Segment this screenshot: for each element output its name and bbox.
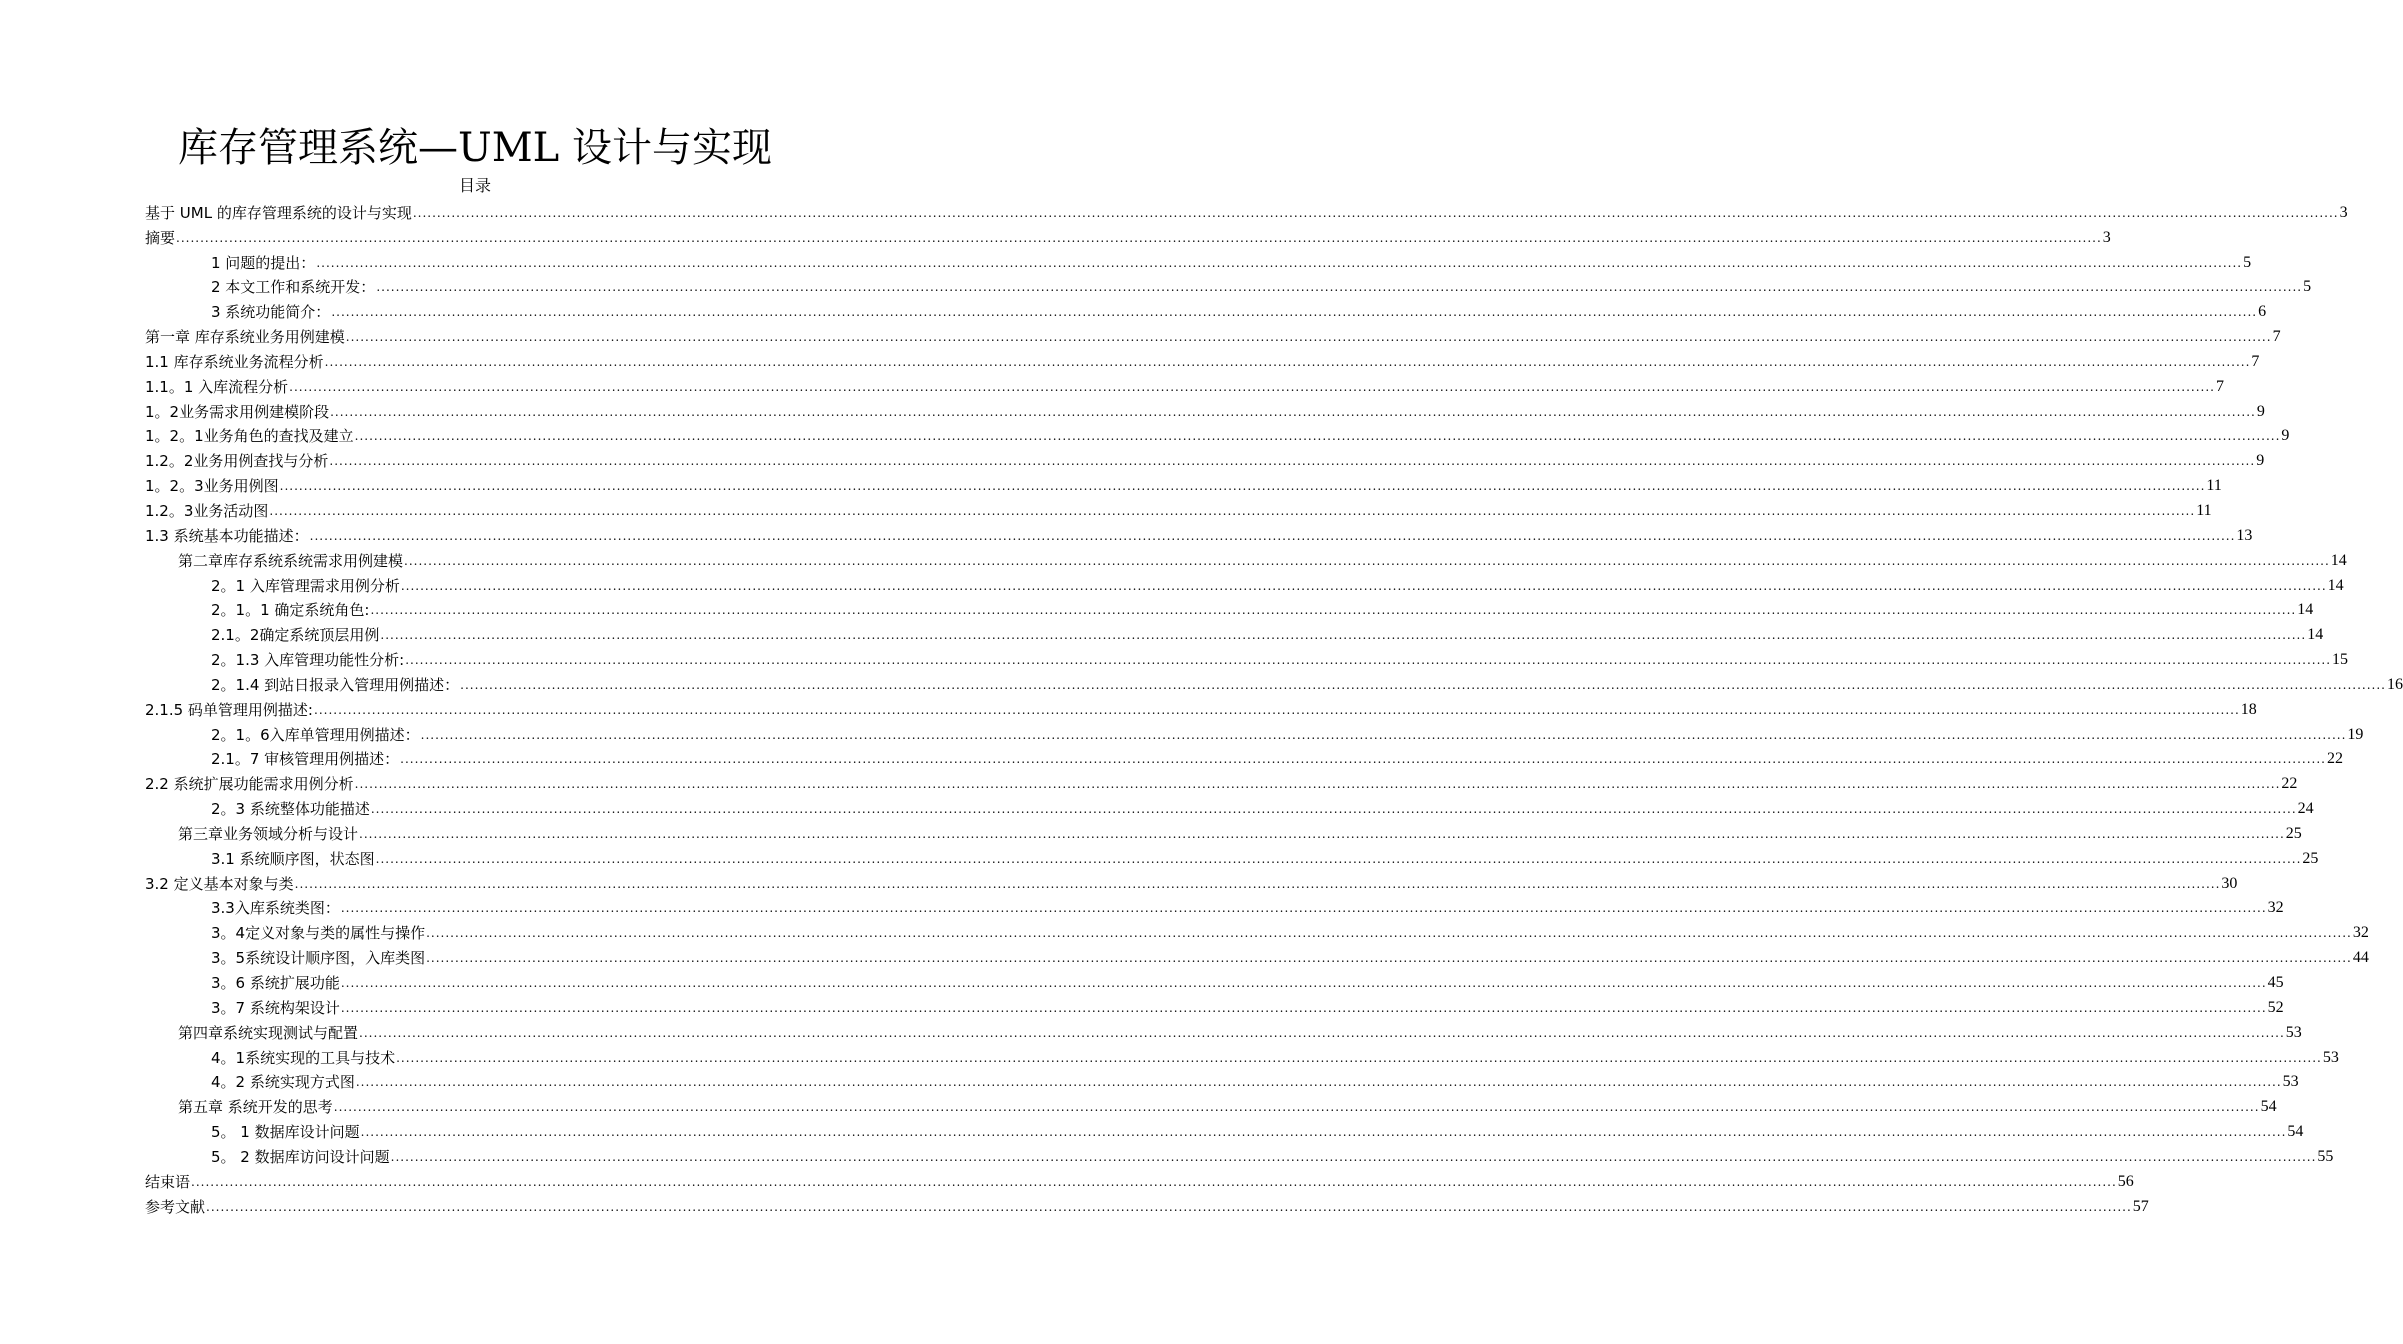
toc-entry-page-number: 22 xyxy=(2281,775,2298,793)
toc-entry[interactable] xyxy=(145,1018,2302,1043)
toc-entry-page-number: 25 xyxy=(2285,824,2302,842)
toc-dot-leader: ................................................................................................................................................................................................................................................................................................................................................................................................................ xyxy=(340,901,2267,916)
toc-entry[interactable] xyxy=(145,422,2290,447)
toc-entry[interactable] xyxy=(145,273,2312,298)
toc-dot-leader: ................................................................................................................................................................................................................................................................................................................................................................................................................ xyxy=(324,354,2251,369)
toc-entry[interactable] xyxy=(145,670,2403,695)
document-title: 库存管理系统—UML 设计与实现 xyxy=(178,125,772,171)
toc-entry[interactable] xyxy=(145,1117,2304,1142)
toc-dot-leader: ................................................................................................................................................................................................................................................................................................................................................................................................................ xyxy=(355,1075,2282,1090)
toc-dot-leader: ................................................................................................................................................................................................................................................................................................................................................................................................................ xyxy=(360,1125,2287,1140)
toc-entry-page-number: 16 xyxy=(2386,675,2403,693)
toc-dot-leader: ................................................................................................................................................................................................................................................................................................................................................................................................................ xyxy=(191,1174,2117,1189)
toc-entry-page-number: 32 xyxy=(2267,899,2284,917)
toc-entry-title: 第二章库存系统系统需求用例建模 xyxy=(178,551,404,570)
toc-dot-leader: ................................................................................................................................................................................................................................................................................................................................................................................................................ xyxy=(309,528,2236,543)
toc-entry-page-number: 9 xyxy=(2256,402,2265,420)
toc-entry-title: 第五章 系统开发的思考 xyxy=(178,1098,333,1117)
toc-entry[interactable] xyxy=(145,198,2348,223)
toc-entry[interactable] xyxy=(145,720,2364,745)
toc-entry-page-number: 14 xyxy=(2327,576,2344,594)
toc-entry-title: 2.1。7 审核管理用例描述： xyxy=(211,750,400,769)
toc-entry-title: 3 系统功能简介： xyxy=(211,303,331,322)
toc-entry-title: 2.2 系统扩展功能需求用例分析 xyxy=(145,775,354,794)
toc-entry-page-number: 14 xyxy=(2307,626,2324,644)
toc-entry-page-number: 32 xyxy=(2352,924,2369,942)
toc-dot-leader: ................................................................................................................................................................................................................................................................................................................................................................................................................ xyxy=(340,976,2267,990)
toc-dot-leader: ................................................................................................................................................................................................................................................................................................................................................................................................................ xyxy=(405,653,2332,668)
toc-entry[interactable] xyxy=(145,869,2238,894)
toc-entry-title: 2.1.5 码单管理用例描述: xyxy=(145,700,313,719)
toc-entry-title: 4。1系统实现的工具与技术 xyxy=(211,1048,396,1067)
toc-dot-leader: ................................................................................................................................................................................................................................................................................................................................................................................................................ xyxy=(460,677,2386,692)
toc-entry-title: 3。5系统设计顺序图，入库类图 xyxy=(211,949,426,968)
toc-entry-page-number: 3 xyxy=(2102,228,2111,246)
toc-entry[interactable] xyxy=(145,571,2344,596)
toc-entry[interactable] xyxy=(145,446,2265,471)
toc-dot-leader: ................................................................................................................................................................................................................................................................................................................................................................................................................ xyxy=(359,826,2285,841)
toc-entry-page-number: 24 xyxy=(2297,800,2314,818)
toc-entry-title: 1.1 库存系统业务流程分析 xyxy=(145,352,324,371)
toc-entry-title: 结束语 xyxy=(145,1172,191,1191)
toc-entry[interactable] xyxy=(145,794,2314,819)
toc-entry-title: 1.1。1 入库流程分析 xyxy=(145,377,289,396)
toc-entry-page-number: 55 xyxy=(2317,1147,2334,1165)
toc-entry[interactable] xyxy=(145,968,2284,993)
toc-entry-title: 3.2 定义基本对象与类 xyxy=(145,874,294,893)
toc-entry-title: 3。7 系统构架设计 xyxy=(211,998,340,1017)
toc-entry[interactable] xyxy=(145,322,2281,347)
toc-dot-leader: ................................................................................................................................................................................................................................................................................................................................................................................................................ xyxy=(380,628,2307,643)
toc-dot-leader: ................................................................................................................................................................................................................................................................................................................................................................................................................ xyxy=(269,503,2196,518)
toc-entry-title: 3。6 系统扩展功能 xyxy=(211,974,340,992)
toc-entry[interactable] xyxy=(145,1092,2277,1117)
toc-entry-page-number: 22 xyxy=(2326,750,2343,768)
toc-entry-title: 基于 UML 的库存管理系统的设计与实现 xyxy=(145,203,412,222)
toc-entry[interactable] xyxy=(145,993,2284,1018)
toc-dot-leader: ................................................................................................................................................................................................................................................................................................................................................................................................................ xyxy=(370,603,2297,618)
toc-dot-leader: ................................................................................................................................................................................................................................................................................................................................................................................................................ xyxy=(333,1100,2260,1115)
toc-entry-title: 2。1。6入库单管理用例描述： xyxy=(211,725,420,744)
toc-entry[interactable] xyxy=(145,769,2298,794)
toc-entry-page-number: 53 xyxy=(2282,1073,2299,1091)
toc-dot-leader: ................................................................................................................................................................................................................................................................................................................................................................................................................ xyxy=(400,752,2326,767)
toc-entry-title: 3.3入库系统类图： xyxy=(211,899,340,918)
toc-entry-title: 2。1.4 到站日报录入管理用例描述： xyxy=(211,675,460,694)
toc-dot-leader: ................................................................................................................................................................................................................................................................................................................................................................................................................ xyxy=(314,702,2240,717)
toc-entry-page-number: 6 xyxy=(2258,303,2267,321)
toc-entry[interactable] xyxy=(145,620,2324,645)
toc-dot-leader: ................................................................................................................................................................................................................................................................................................................................................................................................................ xyxy=(375,851,2302,866)
toc-entry-page-number: 9 xyxy=(2281,427,2290,445)
toc-dot-leader: ................................................................................................................................................................................................................................................................................................................................................................................................................ xyxy=(359,1025,2285,1040)
toc-dot-leader: ................................................................................................................................................................................................................................................................................................................................................................................................................ xyxy=(354,429,2281,444)
toc-entry-page-number: 13 xyxy=(2236,526,2253,544)
toc-entry-title: 第三章业务领域分析与设计 xyxy=(178,824,359,843)
toc-entry[interactable] xyxy=(145,819,2302,844)
toc-entry-page-number: 56 xyxy=(2117,1172,2134,1190)
toc-entry[interactable] xyxy=(145,397,2265,422)
toc-dot-leader: ................................................................................................................................................................................................................................................................................................................................................................................................................ xyxy=(206,1199,2132,1214)
toc-dot-leader: ................................................................................................................................................................................................................................................................................................................................................................................................................ xyxy=(329,454,2256,469)
toc-entry-title: 5。 1 数据库设计问题 xyxy=(211,1123,360,1142)
toc-entry-page-number: 15 xyxy=(2332,651,2349,669)
toc-entry[interactable] xyxy=(145,372,2224,397)
toc-entry-page-number: 14 xyxy=(2330,551,2347,569)
toc-entry[interactable] xyxy=(145,1043,2339,1068)
toc-dot-leader: ................................................................................................................................................................................................................................................................................................................................................................................................................ xyxy=(400,578,2327,593)
toc-entry-title: 2。1。1 确定系统角色: xyxy=(211,601,370,620)
toc-entry[interactable] xyxy=(145,496,2212,521)
toc-entry-page-number: 11 xyxy=(2206,477,2222,495)
toc-entry-page-number: 54 xyxy=(2260,1098,2277,1116)
toc-dot-leader: ................................................................................................................................................................................................................................................................................................................................................................................................................ xyxy=(345,330,2272,345)
toc-entry-page-number: 53 xyxy=(2285,1023,2302,1041)
toc-dot-leader: ................................................................................................................................................................................................................................................................................................................................................................................................................ xyxy=(354,777,2281,792)
toc-entry-page-number: 18 xyxy=(2240,700,2257,718)
toc-entry-title: 1。2。1业务角色的查找及建立 xyxy=(145,427,354,446)
toc-entry-title: 2。3 系统整体功能描述 xyxy=(211,800,370,819)
toc-entry-title: 2。1.3 入库管理功能性分析: xyxy=(211,651,405,670)
toc-entry-page-number: 44 xyxy=(2352,949,2369,967)
toc-entry-page-number: 19 xyxy=(2347,725,2364,743)
toc-entry-page-number: 11 xyxy=(2196,501,2212,519)
toc-entry[interactable] xyxy=(145,844,2319,869)
toc-entry[interactable] xyxy=(145,695,2257,720)
toc-entry-title: 1.3 系统基本功能描述： xyxy=(145,526,309,545)
toc-entry-title: 1 问题的提出： xyxy=(211,253,316,272)
toc-entry[interactable] xyxy=(145,1068,2299,1093)
toc-dot-leader: ................................................................................................................................................................................................................................................................................................................................................................................................................ xyxy=(330,404,2256,419)
toc-entry-page-number: 7 xyxy=(2215,377,2224,395)
toc-entry-page-number: 14 xyxy=(2297,601,2314,619)
toc-dot-leader: ................................................................................................................................................................................................................................................................................................................................................................................................................ xyxy=(412,205,2339,220)
toc-entry-page-number: 5 xyxy=(2303,278,2312,296)
toc-entry-page-number: 45 xyxy=(2267,974,2284,991)
toc-entry[interactable] xyxy=(145,645,2349,670)
toc-dot-leader: ................................................................................................................................................................................................................................................................................................................................................................................................................ xyxy=(176,230,2102,245)
toc-entry-page-number: 5 xyxy=(2243,253,2252,271)
toc-entry-title: 1.2。2业务用例查找与分析 xyxy=(145,452,329,471)
toc-entry[interactable] xyxy=(145,745,2343,770)
toc-dot-leader: ................................................................................................................................................................................................................................................................................................................................................................................................................ xyxy=(404,553,2330,568)
toc-dot-leader: ................................................................................................................................................................................................................................................................................................................................................................................................................ xyxy=(426,951,2352,966)
toc-entry-page-number: 7 xyxy=(2272,328,2281,346)
toc-entry-page-number: 52 xyxy=(2267,998,2284,1016)
toc-entry-page-number: 53 xyxy=(2322,1048,2339,1066)
toc-entry-title: 4。2 系统实现方式图 xyxy=(211,1073,355,1092)
toc-entry[interactable] xyxy=(145,1167,2134,1192)
toc-dot-leader: ................................................................................................................................................................................................................................................................................................................................................................................................................ xyxy=(340,1000,2267,1015)
toc-entry-title: 1。2。3业务用例图 xyxy=(145,477,279,496)
toc-dot-leader: ................................................................................................................................................................................................................................................................................................................................................................................................................ xyxy=(294,876,2221,891)
toc-entry-page-number: 7 xyxy=(2251,352,2260,370)
toc-entry[interactable] xyxy=(145,297,2267,322)
toc-dot-leader: ................................................................................................................................................................................................................................................................................................................................................................................................................ xyxy=(376,280,2303,295)
toc-entry[interactable] xyxy=(145,894,2284,919)
toc-entry-page-number: 54 xyxy=(2287,1123,2304,1141)
toc-entry[interactable] xyxy=(145,347,2260,372)
toc-entry-page-number: 30 xyxy=(2221,874,2238,892)
toc-dot-leader: ................................................................................................................................................................................................................................................................................................................................................................................................................ xyxy=(390,1149,2317,1164)
toc-dot-leader: ................................................................................................................................................................................................................................................................................................................................................................................................................ xyxy=(426,926,2352,941)
toc-heading: 目录 xyxy=(458,176,491,195)
toc-entry[interactable] xyxy=(145,1192,2149,1217)
toc-entry-title: 1.2。3业务活动图 xyxy=(145,501,269,520)
toc-entry-page-number: 3 xyxy=(2339,203,2348,221)
toc-entry-page-number: 25 xyxy=(2302,849,2319,867)
toc-dot-leader: ................................................................................................................................................................................................................................................................................................................................................................................................................ xyxy=(289,379,2215,394)
toc-entry[interactable] xyxy=(145,596,2314,621)
toc-entry-title: 3。4定义对象与类的属性与操作 xyxy=(211,924,426,943)
toc-entry[interactable] xyxy=(145,1142,2334,1167)
toc-entry-title: 3.1 系统顺序图，状态图 xyxy=(211,849,375,868)
toc-entry[interactable] xyxy=(145,471,2222,496)
toc-entry-page-number: 57 xyxy=(2132,1197,2149,1215)
toc-entry-title: 5。 2 数据库访问设计问题 xyxy=(211,1147,390,1166)
toc-dot-leader: ................................................................................................................................................................................................................................................................................................................................................................................................................ xyxy=(316,255,2243,270)
toc-dot-leader: ................................................................................................................................................................................................................................................................................................................................................................................................................ xyxy=(331,305,2258,320)
toc-dot-leader: ................................................................................................................................................................................................................................................................................................................................................................................................................ xyxy=(279,479,2206,494)
toc-entry[interactable] xyxy=(145,223,2111,248)
toc-entry-title: 第一章 库存系统业务用例建模 xyxy=(145,328,345,347)
toc-entry[interactable] xyxy=(145,943,2369,968)
table-of-contents xyxy=(145,198,2403,1217)
toc-entry-title: 2。1 入库管理需求用例分析 xyxy=(211,576,400,595)
toc-entry-title: 第四章系统实现测试与配置 xyxy=(178,1023,359,1042)
toc-entry-title: 1。2业务需求用例建模阶段 xyxy=(145,402,330,421)
toc-entry[interactable] xyxy=(145,248,2252,273)
toc-entry[interactable] xyxy=(145,918,2369,943)
toc-entry[interactable] xyxy=(145,521,2253,546)
toc-entry-title: 摘要 xyxy=(145,228,176,247)
toc-dot-leader: ................................................................................................................................................................................................................................................................................................................................................................................................................ xyxy=(420,727,2347,742)
toc-entry-page-number: 9 xyxy=(2256,452,2265,470)
toc-entry[interactable] xyxy=(145,546,2347,571)
toc-entry-title: 参考文献 xyxy=(145,1197,206,1216)
toc-dot-leader: ................................................................................................................................................................................................................................................................................................................................................................................................................ xyxy=(370,802,2297,817)
toc-entry-title: 2.1。2确定系统顶层用例 xyxy=(211,626,380,645)
toc-entry-title: 2 本文工作和系统开发： xyxy=(211,278,376,297)
toc-dot-leader: ................................................................................................................................................................................................................................................................................................................................................................................................................ xyxy=(396,1050,2322,1065)
